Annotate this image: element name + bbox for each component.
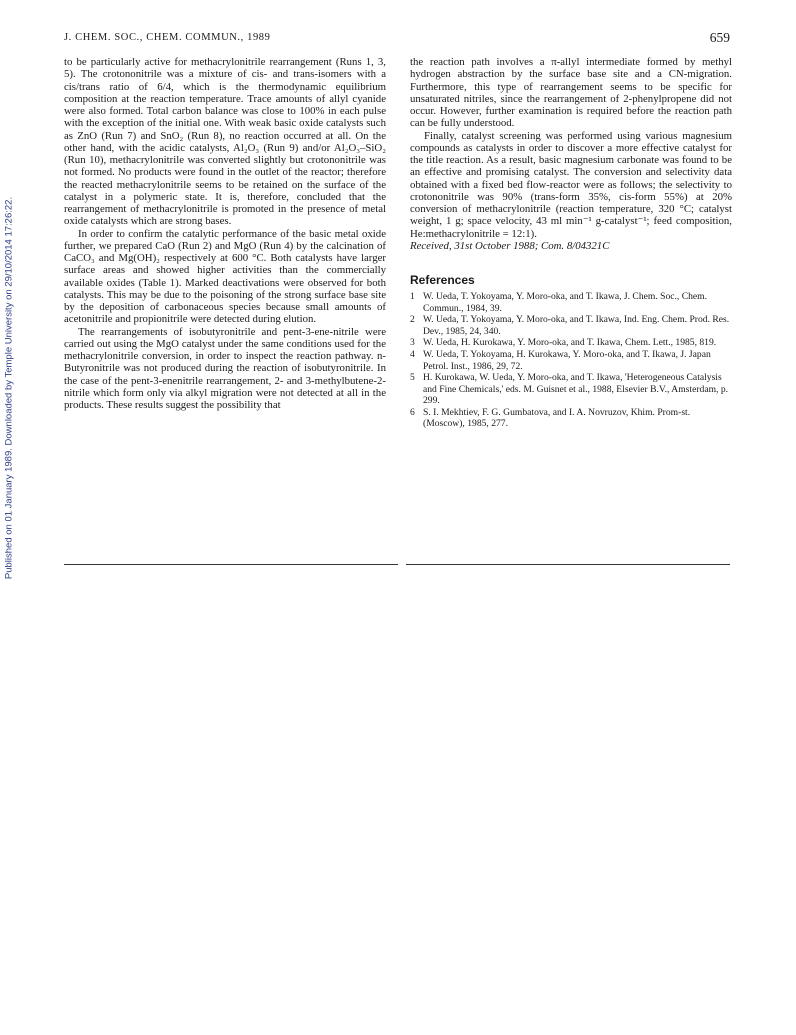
reference-text: W. Ueda, T. Yokoyama, Y. Moro-oka, and T. Ikawa, J. Chem. Soc., Chem. Commun., 1984, 39. [423, 291, 708, 314]
reference-number: 5 [410, 372, 415, 384]
download-notice-text: Published on 01 January 1989. Downloaded by Temple University on 29/10/2014 17:26:22. [3, 196, 15, 580]
body-paragraph: The rearrangements of isobutyronitrile and pent-3-ene-nitrile were carried out using the MgO catalyst under the same conditions used for the methacrylonitrile conversion, in order to inspect the reaction pathway. n-Butyronitrile was not produced during the reaction of isobutyronitrile. In the case of the pent-3-enenitrile rearrangement, 2- and 3-methylbutene-2-nitrile which form only via alkyl migration were not detected at all in the products. These results suggest the possibility that [64, 325, 386, 411]
end-rule [64, 564, 730, 565]
reference-text: W. Ueda, T. Yokoyama, Y. Moro-oka, and T. Ikawa, Ind. Eng. Chem. Prod. Res. Dev., 1985, 24, 340. [423, 314, 730, 337]
reference-item [410, 349, 732, 372]
left-column [64, 56, 386, 411]
reference-list [410, 291, 732, 429]
reference-number: 6 [410, 406, 415, 418]
reference-number: 3 [410, 337, 415, 349]
reference-item [410, 291, 732, 314]
references-heading: References [410, 273, 475, 287]
received-line: Received, 31st October 1988; Com. 8/04321C [410, 239, 610, 252]
reference-item [410, 407, 732, 430]
body-paragraph: In order to confirm the catalytic performance of the basic metal oxide further, we prepared CaO (Run 2) and MgO (Run 4) by the calcination of CaCO₃ and Mg(OH)₂ respectively at 600 °C. Both catalysts have larger surface areas and showed higher activities than the commercially available oxides (Table 1). Marked deactivations were observed for both catalysts. This may be due to the poisoning of the strong surface base site by the deposition of carbonaceous species because small amounts of acetonitrile and propionitrile were detected during elution. [64, 227, 386, 326]
reference-number: 2 [410, 314, 415, 326]
end-rule-break [398, 562, 406, 566]
reference-text: W. Ueda, T. Yokoyama, H. Kurokawa, Y. Moro-oka, and T. Ikawa, J. Japan Petrol. Inst., 1986, 29, 72. [423, 349, 711, 372]
right-column [410, 56, 732, 430]
download-notice [2, 148, 16, 628]
body-paragraph: the reaction path involves a π-allyl intermediate formed by methyl hydrogen abstraction by the surface base site and a CN-migration. Furthermore, this type of rearrangement seems to be specific for unsaturated nitriles, since the rearrangement of 2-phenylpropene did not occur. However, further examination is required before the reaction path can be fully understood. [410, 56, 732, 130]
page-number: 659 [709, 30, 730, 45]
reference-text: H. Kurokawa, W. Ueda, Y. Moro-oka, and T. Ikawa, 'Heterogeneous Catalysis and Fine Chemicals,' eds. M. Guisnet et al., 1988, Elsevier B.V., Amsterdam, p. 299. [423, 372, 729, 406]
reference-item [410, 337, 732, 348]
reference-item [410, 314, 732, 337]
reference-item [410, 372, 732, 406]
body-paragraph: to be particularly active for methacrylonitrile rearrangement (Runs 1, 3, 5). The crotononitrile was a mixture of cis- and trans-isomers with a cis/trans ratio of 6/4, which is the thermodynamic equilibrium composition at the reaction temperature. Trace amounts of allyl cyanide were also formed. Total carbon balance was close to 100% in each pulse with the exception of the initial one. With weak basic oxide catalysts such as ZnO (Run 7) and SnO₂ (Run 8), no reaction occurred at all. On the other hand, with the acidic catalysts, Al₂O₃ (Run 9) and/or Al₂O₃–SiO₂ (Run 10), methacrylonitrile was converted slightly but crotononitrile was not formed. No products were found in the outlet of the reactor; therefore the reacted methacrylonitrile seems to be retained on the surface of the catalyst in a polymeric state. It is, therefore, concluded that the rearrangement of methacrylonitrile is promoted in the presence of metal oxide catalysts which are strong bases. [64, 56, 386, 228]
reference-text: W. Ueda, H. Kurokawa, Y. Moro-oka, and T. Ikawa, Chem. Lett., 1985, 819. [423, 337, 717, 349]
reference-number: 4 [410, 349, 415, 361]
journal-citation: J. CHEM. SOC., CHEM. COMMUN., 1989 [64, 32, 271, 43]
body-paragraph: Finally, catalyst screening was performed using various magnesium compounds as catalysts in order to discover a more effective catalyst for the title reaction. As a result, basic magnesium carbonate was found to be an effective and promising catalyst. The conversion and selectivity data obtained with a fixed bed flow-reactor were as follows; the selectivity to crotononitrile was 90% (trans-form 35%, cis-form 55%) at 20% conversion of methacrylonitrile (reaction temperature, 320 °C; catalyst weight, 1 g; space velocity, 43 ml min⁻¹ g-catalyst⁻¹; feed composition, He:methacrylonitrile = 12:1). [410, 129, 732, 240]
reference-text: S. I. Mekhtiev, F. G. Gumbatova, and I. A. Novruzov, Khim. Prom-st. (Moscow), 1985, 277. [423, 406, 691, 430]
running-header [64, 30, 730, 48]
reference-number: 1 [410, 291, 415, 303]
